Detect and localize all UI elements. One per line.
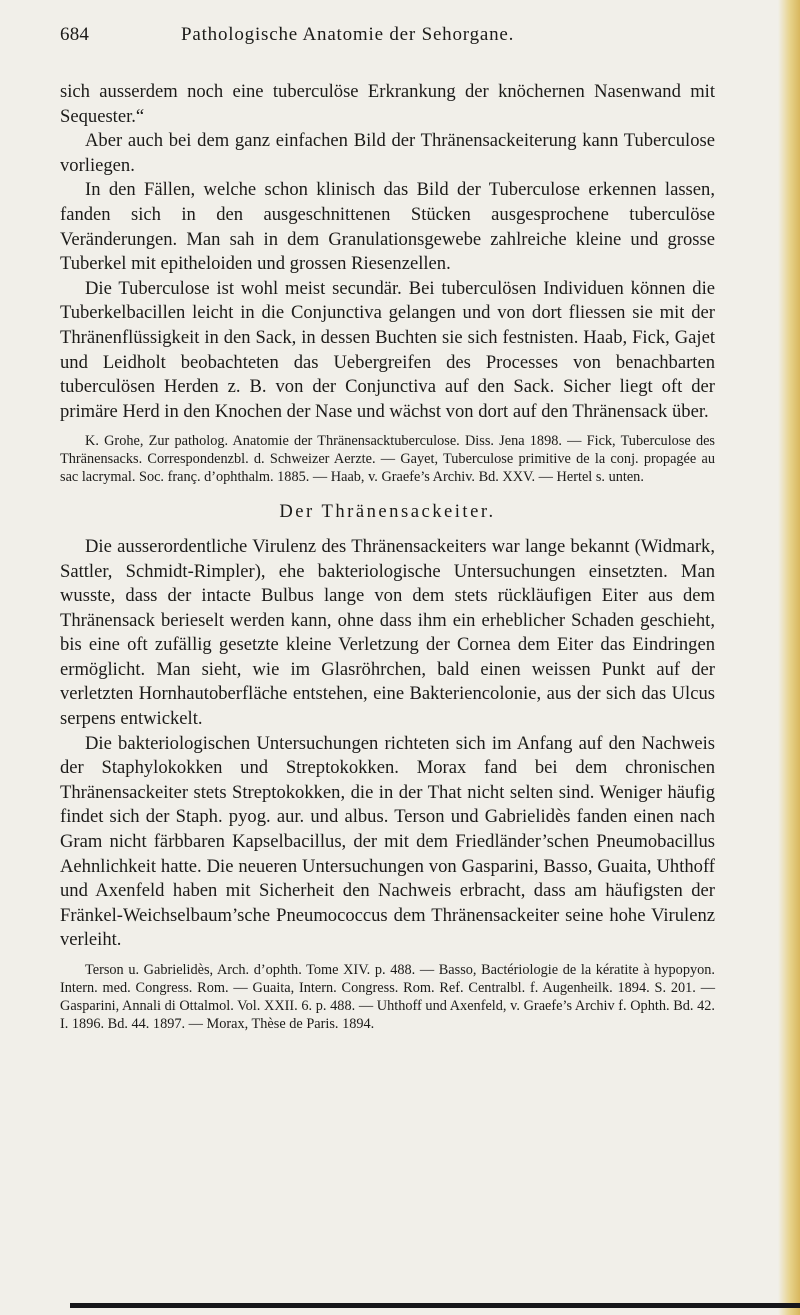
page-number: 684 [60, 24, 90, 45]
paragraph: Aber auch bei dem ganz einfachen Bild der Thränensackeiterung kann Tuberculose vorliegen. [60, 130, 715, 176]
running-title: Pathologische Anatomie der Sehorgane. [181, 24, 515, 45]
bottom-rule [70, 1303, 800, 1308]
reference-note: Terson u. Gabrielidès, Arch. d’ophth. Tome XIV. p. 488. — Basso, Bactériologie de la kératite à hypopyon. Intern. med. Congress. Rom. — Guaita, Intern. Congress. Rom. Ref. Centralbl. f. Augenheilk. 1894. S. 201. — Gasparini, Annali di Ottalmol. Vol. XXII. 6. p. 488. — Uhthoff und Axenfeld, v. Graefe’s Archiv f. Ophth. Bd. 42. I. 1896. Bd. 44. 1897. — Morax, Thèse de Paris. 1894. [60, 962, 715, 1032]
reference-note: K. Grohe, Zur patholog. Anatomie der Thränensacktuberculose. Diss. Jena 1898. — Fick, Tuberculose des Thränensacks. Correspondenzbl. d. Schweizer Aerzte. — Gayet, Tuberculose primitive de la conj. propagée au sac lacrymal. Soc. franç. d’ophthalm. 1885. — Haab, v. Graefe’s Archiv. Bd. XXV. — Hertel s. unten. [60, 433, 715, 486]
paragraph: sich ausserdem noch eine tuberculöse Erkrankung der knöchernen Nasenwand mit Sequester.“ [60, 81, 715, 127]
page-edge-stain [778, 0, 800, 1315]
paragraph: In den Fällen, welche schon klinisch das Bild der Tuberculose erkennen lassen, fanden sich in den ausgeschnittenen Stücken ausgesprochene tuberculöse Veränderungen. Man sah in dem Granulationsgewebe zahlreiche kleine und grosse Tuberkel mit epitheloiden und grossen Riesenzellen. [60, 179, 715, 275]
page-body [60, 80, 715, 1043]
section-heading: Der Thränensackeiter. [279, 501, 496, 523]
paragraph: Die ausserordentliche Virulenz des Thränensackeiters war lange bekannt (Widmark, Sattler, Schmidt-Rimpler), ehe bakteriologische Untersuchungen einsetzten. Man wusste, dass der intacte Bulbus lange von dem stets rückläufigen Eiter aus dem Thränensack berieselt werden kann, ohne dass ihm ein erheblicher Schaden geschieht, bis eine oft zufällig gesetzte kleine Verletzung der Cornea dem Eiter das Eindringen ermöglicht. Man sieht, wie im Glasröhrchen, bald einen weissen Punkt auf der verletzten Hornhautoberfläche entstehen, eine Bakteriencolonie, aus der sich das Ulcus serpens entwickelt. [60, 535, 715, 730]
paragraph: Die bakteriologischen Untersuchungen richteten sich im Anfang auf den Nachweis der Staphylokokken und Streptokokken. Morax fand bei dem chronischen Thränensackeiter stets Streptokokken, die in der That nicht selten sind. Weniger häufig findet sich der Staph. pyog. aur. und albus. Terson und Gabrielidès fanden einen nach Gram nicht färbbaren Kapselbacillus, der mit dem Friedländer’schen Pneumobacillus Aehnlichkeit hatte. Die neueren Untersuchungen von Gasparini, Basso, Guaita, Uhthoff und Axenfeld haben mit Sicherheit den Nachweis erbracht, dass am häufigsten der Fränkel-Weichselbaum’sche Pneumococcus dem Thränensackeiter seine hohe Virulenz verleiht. [60, 732, 715, 951]
running-header [60, 24, 710, 50]
paragraph: Die Tuberculose ist wohl meist secundär. Bei tuberculösen Individuen können die Tuberkelbacillen leicht in die Conjunctiva gelangen und von dort fliessen sie mit der Thränenflüssigkeit in den Sack, in dessen Buchten sie sich festnisten. Haab, Fick, Gajet und Leidholt beobachteten das Uebergreifen des Processes von benachbarten tuberculösen Herden z. B. von der Conjunctiva auf den Sack. Sicher liegt oft der primäre Herd in den Knochen der Nase und wächst von dort auf den Thränensack über. [60, 277, 715, 422]
